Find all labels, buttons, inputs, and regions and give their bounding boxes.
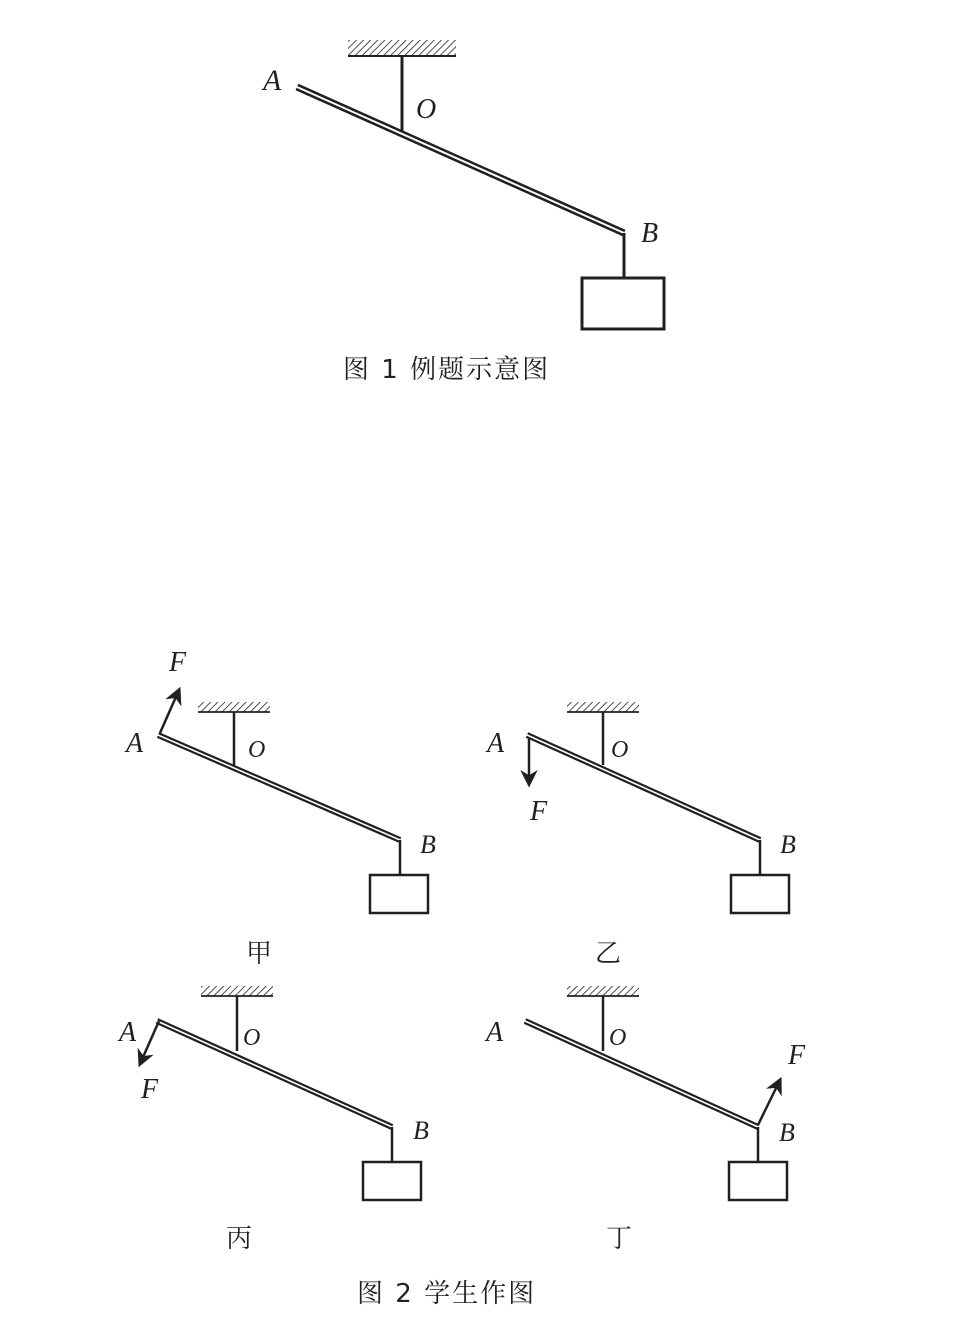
- ceiling-support: [567, 702, 639, 712]
- force-f-label: F: [141, 1074, 159, 1105]
- weight-block: [370, 875, 428, 913]
- weight-block: [363, 1162, 421, 1200]
- ceiling-support: [198, 702, 270, 712]
- panel-yi-name: 乙: [595, 939, 622, 969]
- point-a-label: A: [486, 1017, 504, 1048]
- weight-block: [731, 875, 789, 913]
- point-o-label: O: [609, 1025, 627, 1051]
- panel-yi: [485, 702, 796, 969]
- point-b-label: B: [779, 1118, 795, 1147]
- point-b-label: B: [413, 1116, 429, 1145]
- ceiling-support: [567, 986, 639, 996]
- lever-bar-inner: [527, 735, 760, 840]
- figure1: [261, 40, 664, 385]
- force-f-label: F: [169, 647, 187, 678]
- panel-bing: [117, 986, 429, 1254]
- ceiling-support: [201, 986, 273, 996]
- point-a-label: A: [119, 1017, 137, 1048]
- figure1-caption: 图 1 例题示意图: [343, 355, 551, 385]
- force-f-label: F: [530, 796, 548, 827]
- panel-bing-name: 丙: [226, 1224, 253, 1254]
- figure2-caption: 图 2 学生作图: [357, 1279, 537, 1309]
- point-o-label: O: [243, 1025, 261, 1051]
- weight-block: [729, 1162, 787, 1200]
- point-o-label: O: [416, 94, 437, 125]
- point-b-label: B: [641, 218, 659, 249]
- point-o-label: O: [611, 737, 629, 763]
- force-f-label: F: [788, 1040, 806, 1071]
- panel-jia-name: 甲: [246, 939, 273, 969]
- point-b-label: B: [780, 830, 796, 859]
- point-a-label: A: [263, 64, 282, 97]
- point-o-label: O: [248, 737, 266, 763]
- panel-ding-name: 丁: [606, 1224, 633, 1254]
- lever-bar-inner: [158, 735, 400, 840]
- lever-bar-inner: [525, 1021, 758, 1127]
- point-b-label: B: [420, 830, 436, 859]
- force-arrow: [160, 690, 179, 733]
- force-arrow: [758, 1080, 780, 1125]
- point-a-label: A: [487, 728, 505, 759]
- panel-jia: [124, 647, 436, 969]
- lever-bar-inner: [157, 1021, 392, 1127]
- weight-block: [582, 278, 664, 329]
- point-a-label: A: [126, 728, 144, 759]
- panel-ding: [484, 986, 806, 1254]
- force-arrow: [140, 1021, 159, 1064]
- lever-bar-inner: [297, 87, 624, 233]
- ceiling-support: [348, 40, 456, 56]
